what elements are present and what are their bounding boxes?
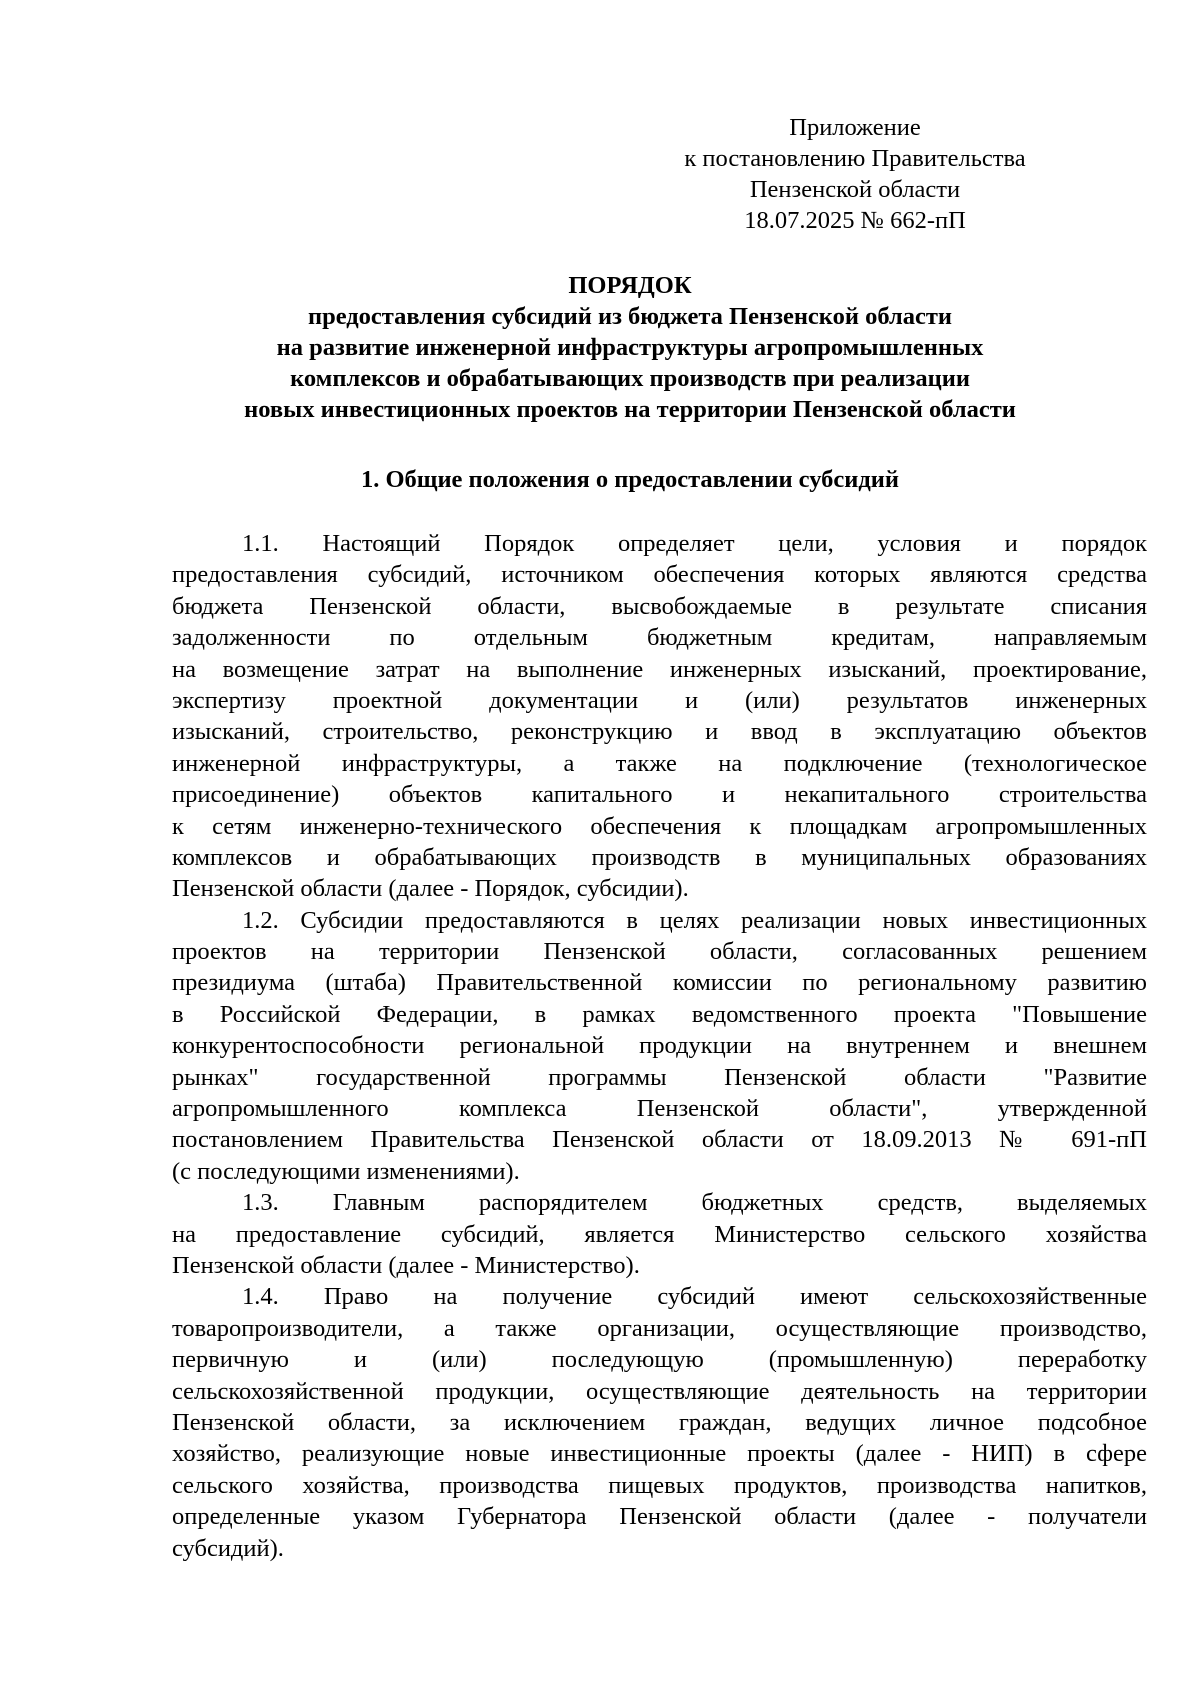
text-line: задолженности по отдельным бюджетным кредитам, направляемым: [172, 624, 1147, 652]
appendix-block: [620, 112, 1090, 236]
paragraph: [172, 1281, 1147, 1564]
text-line: в Российской Федерации, в рамках ведомственного проекта "Повышение: [172, 1000, 1147, 1028]
text-line: Пензенской области (далее - Порядок, субсидии).: [172, 875, 689, 903]
text-line: 1.3. Главным распорядителем бюджетных средств, выделяемых: [242, 1189, 1147, 1217]
paragraph: [172, 528, 1147, 905]
text-line: Пензенской области (далее - Министерство).: [172, 1251, 640, 1279]
text-line: предоставления субсидий, источником обеспечения которых являются средства: [172, 561, 1147, 589]
text-line: 1.2. Субсидии предоставляются в целях реализации новых инвестиционных: [242, 906, 1147, 934]
text-line: инженерной инфраструктуры, а также на подключение (технологическое: [172, 749, 1147, 777]
document-subtitle-line: новых инвестиционных проектов на территории Пензенской области: [244, 396, 1016, 423]
body-text: [172, 528, 1147, 1564]
document-subtitle-line: предоставления субсидий из бюджета Пензенской области: [307, 303, 953, 330]
text-line: к сетям инженерно-технического обеспечения к площадкам агропромышленных: [172, 812, 1147, 840]
text-line: президиума (штаба) Правительственной комиссии по региональному развитию: [172, 969, 1147, 997]
text-line: проектов на территории Пензенской области, согласованных решением: [172, 938, 1147, 966]
text-line: на предоставление субсидий, является Министерство сельского хозяйства: [172, 1220, 1147, 1248]
text-line: на возмещение затрат на выполнение инженерных изысканий, проектирование,: [172, 655, 1147, 683]
appendix-line: Пензенской области: [749, 176, 961, 203]
text-line: сельского хозяйства, производства пищевых продуктов, производства напитков,: [172, 1471, 1147, 1499]
text-line: изысканий, строительство, реконструкцию и ввод в эксплуатацию объектов: [172, 718, 1147, 746]
text-line: бюджета Пензенской области, высвобождаемые в результате списания: [172, 592, 1147, 620]
text-line: субсидий).: [172, 1534, 284, 1562]
text-line: экспертизу проектной документации и (или) результатов инженерных: [172, 686, 1147, 714]
document-title: ПОРЯДОК: [568, 272, 692, 299]
section-heading: 1. Общие положения о предоставлении субсидий: [360, 466, 900, 493]
text-line: определенные указом Губернатора Пензенской области (далее - получатели: [172, 1503, 1147, 1531]
text-line: хозяйство, реализующие новые инвестиционные проекты (далее - НИП) в сфере: [172, 1440, 1147, 1468]
text-line: (с последующими изменениями).: [172, 1157, 520, 1185]
text-line: сельскохозяйственной продукции, осуществляющие деятельность на территории: [172, 1377, 1147, 1405]
text-line: агропромышленного комплекса Пензенской области", утвержденной: [172, 1095, 1147, 1123]
appendix-line: к постановлению Правительства: [684, 145, 1026, 172]
appendix-line: Приложение: [789, 114, 921, 141]
text-line: Пензенской области, за исключением граждан, ведущих личное подсобное: [172, 1408, 1147, 1436]
text-line: товаропроизводители, а также организации, осуществляющие производство,: [172, 1314, 1147, 1342]
document-subtitle-line: на развитие инженерной инфраструктуры агропромышленных: [276, 334, 984, 361]
paragraph: [172, 905, 1147, 1188]
text-line: присоединение) объектов капитального и некапитального строительства: [172, 781, 1147, 809]
text-line: конкурентоспособности региональной продукции на внутреннем и внешнем: [172, 1032, 1147, 1060]
text-line: комплексов и обрабатывающих производств в муниципальных образованиях: [172, 843, 1147, 871]
document-title-block: [150, 270, 1110, 425]
document-subtitle-line: комплексов и обрабатывающих производств при реализации: [290, 365, 970, 392]
text-line: постановлением Правительства Пензенской области от 18.09.2013 № 691-пП: [172, 1126, 1147, 1154]
text-line: первичную и (или) последующую (промышленную) переработку: [172, 1346, 1147, 1374]
text-line: 1.4. Право на получение субсидий имеют сельскохозяйственные: [242, 1283, 1147, 1311]
paragraph: [172, 1187, 1147, 1281]
text-line: рынках" государственной программы Пензенской области "Развитие: [172, 1063, 1147, 1091]
appendix-line: 18.07.2025 № 662-пП: [744, 207, 966, 234]
text-line: 1.1. Настоящий Порядок определяет цели, условия и порядок: [242, 530, 1147, 557]
